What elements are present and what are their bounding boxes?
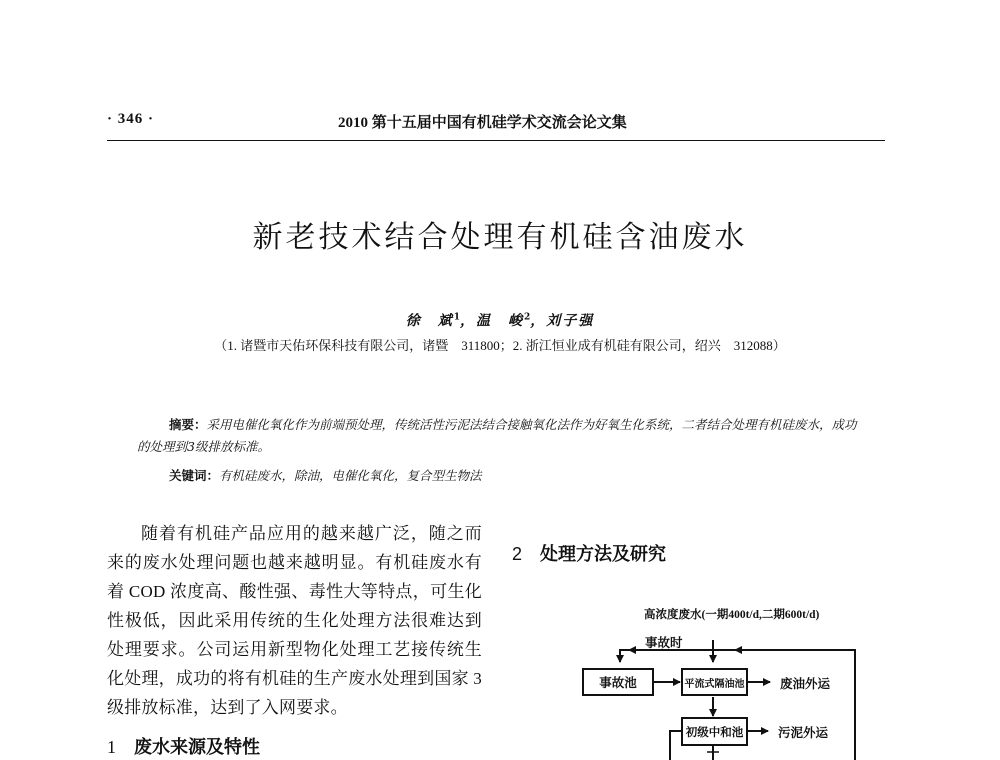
section-number: 2: [512, 544, 523, 564]
flowchart-title: 高浓度废水(一期400t/d,二期600t/d): [644, 609, 820, 621]
accident-condition-label: 事故时: [645, 635, 683, 650]
author-name: 徐 斌: [405, 313, 454, 329]
author-name: 温 峻: [476, 313, 524, 329]
affiliations: （1. 诸暨市天佑环保科技有限公司，诸暨 311800；2. 浙江恒业成有机硅有限公司，绍兴 312088）: [214, 338, 786, 353]
output-waste-oil: 废油外运: [780, 676, 831, 691]
page-number: · 346 ·: [107, 111, 155, 127]
author-name: 刘子强: [546, 313, 595, 329]
node-accident-pool: 事故池: [582, 668, 654, 696]
keywords-text: 有机硅废水，除油，电催化氧化，复合型生物法: [219, 468, 482, 483]
output-sludge: 污泥外运: [778, 725, 829, 740]
keywords-label: 关键词：: [169, 468, 220, 483]
section-title: 处理方法及研究: [540, 544, 667, 565]
author-affil-mark: 1: [453, 312, 460, 323]
section-number: 1: [107, 737, 116, 757]
proceedings-title: 2010 第十五届中国有机硅学术交流会论文集: [338, 115, 627, 131]
node-primary-neutralization: 初级中和池: [681, 717, 748, 746]
abstract-label: 摘要：: [169, 417, 207, 432]
author-affil-mark: 2: [524, 312, 531, 323]
paper-title: 新老技术结合处理有机硅含油废水: [252, 220, 748, 255]
abstract-text: 采用电催化氧化作为前端预处理，传统活性污泥法结合接触氧化法作为好氧生化系统，二者结合处理有机硅废水，成功的处理到3级排放标准。: [137, 417, 857, 454]
node-oil-separator: 平流式隔油池: [681, 668, 748, 696]
author-list: 徐 斌$^1$，温 峻$^2$，刘子强: [405, 312, 595, 329]
section-title: 废水来源及特性: [134, 737, 260, 758]
intro-paragraph: 随着有机硅产品应用的越来越广泛，随之而来的废水处理问题也越来越明显。有机硅废水有着 COD 浓度高、酸性强、毒性大等特点，可生化性极低，因此采用传统的生化处理方法很难达到处理要求。公司运用新型物化处理工艺接传统生化处理，成功的将有机硅的生产废水处理到国家 3 级排放标准，达到了入网要求。: [107, 524, 482, 717]
